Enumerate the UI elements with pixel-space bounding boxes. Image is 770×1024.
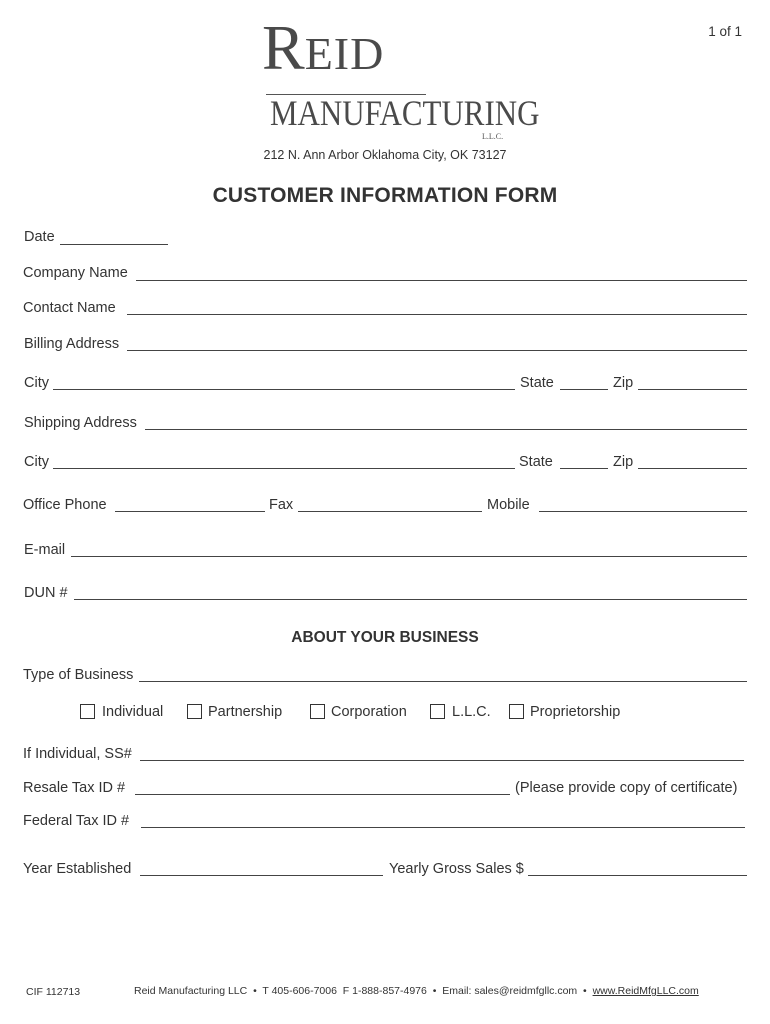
contact-name-label: Contact Name <box>23 300 116 316</box>
company-address: 212 N. Ann Arbor Oklahoma City, OK 73127 <box>263 148 507 162</box>
ss-field[interactable] <box>140 760 744 761</box>
llc-checkbox[interactable] <box>430 704 445 719</box>
business-type-field[interactable] <box>139 681 747 682</box>
shipping-address-field[interactable] <box>145 429 747 430</box>
dun-field[interactable] <box>74 599 747 600</box>
proprietorship-checkbox[interactable] <box>509 704 524 719</box>
date-label: Date <box>24 229 55 245</box>
footer-phone: T 405-606-7006 <box>262 985 337 997</box>
corporation-label: Corporation <box>331 704 407 720</box>
billing-address-field[interactable] <box>127 350 747 351</box>
section-title-business: ABOUT YOUR BUSINESS <box>291 629 479 646</box>
llc-label: L.L.C. <box>452 704 491 720</box>
partnership-checkbox[interactable] <box>187 704 202 719</box>
company-logo <box>262 12 385 83</box>
office-phone-label: Office Phone <box>23 497 107 513</box>
office-phone-field[interactable] <box>115 511 265 512</box>
footer-contact <box>134 985 699 997</box>
shipping-city-label: City <box>24 454 49 470</box>
resale-tax-label: Resale Tax ID # <box>23 780 126 796</box>
year-established-label: Year Established <box>23 861 132 877</box>
footer-separator: • <box>253 985 257 997</box>
ss-label: If Individual, SS# <box>23 746 132 762</box>
shipping-zip-field[interactable] <box>638 468 747 469</box>
footer-company: Reid Manufacturing LLC <box>134 985 248 997</box>
dun-label: DUN # <box>24 585 68 601</box>
shipping-address-label: Shipping Address <box>24 415 137 431</box>
billing-state-field[interactable] <box>560 389 608 390</box>
federal-tax-field[interactable] <box>141 827 745 828</box>
gross-sales-field[interactable] <box>528 875 747 876</box>
mobile-field[interactable] <box>539 511 747 512</box>
company-name-field[interactable] <box>136 280 747 281</box>
logo-manufacturing: MANUFACTURING <box>270 93 540 133</box>
contact-name-field[interactable] <box>127 314 747 315</box>
mobile-label: Mobile <box>487 497 530 513</box>
form-title: CUSTOMER INFORMATION FORM <box>212 184 558 207</box>
fax-field[interactable] <box>298 511 482 512</box>
logo-letters-eid: EID <box>304 28 385 79</box>
logo-letter-r: R <box>262 12 305 83</box>
year-established-field[interactable] <box>140 875 383 876</box>
billing-state-label: State <box>520 375 554 391</box>
shipping-state-label: State <box>519 454 553 470</box>
form-code: CIF 112713 <box>26 986 81 998</box>
resale-tax-field[interactable] <box>135 794 510 795</box>
shipping-zip-label: Zip <box>613 454 634 470</box>
shipping-city-field[interactable] <box>53 468 515 469</box>
partnership-label: Partnership <box>208 704 283 720</box>
business-type-label: Type of Business <box>23 667 134 683</box>
page-indicator: 1 of 1 <box>708 24 742 39</box>
company-name-label: Company Name <box>23 265 128 281</box>
shipping-state-field[interactable] <box>560 468 608 469</box>
footer-website-link[interactable]: www.ReidMfgLLC.com <box>592 985 699 997</box>
federal-tax-label: Federal Tax ID # <box>23 813 130 829</box>
billing-city-field[interactable] <box>53 389 515 390</box>
footer-separator: • <box>583 985 587 997</box>
email-label: E-mail <box>24 542 66 558</box>
logo-llc: L.L.C. <box>482 132 504 141</box>
footer-separator: • <box>432 985 437 997</box>
billing-zip-field[interactable] <box>638 389 747 390</box>
billing-address-label: Billing Address <box>24 336 120 352</box>
billing-city-label: City <box>24 375 49 391</box>
resale-note: (Please provide copy of certificate) <box>515 780 738 796</box>
footer-email: Email: sales@reidmfgllc.com <box>442 985 578 997</box>
proprietorship-label: Proprietorship <box>530 704 621 720</box>
gross-sales-label: Yearly Gross Sales $ <box>389 861 524 877</box>
billing-zip-label: Zip <box>613 375 634 391</box>
fax-label: Fax <box>269 497 294 513</box>
individual-label: Individual <box>102 704 164 720</box>
corporation-checkbox[interactable] <box>310 704 325 719</box>
date-field[interactable] <box>60 244 168 245</box>
email-field[interactable] <box>71 556 747 557</box>
individual-checkbox[interactable] <box>80 704 95 719</box>
footer-fax: F 1-888-857-4976 <box>342 985 427 997</box>
